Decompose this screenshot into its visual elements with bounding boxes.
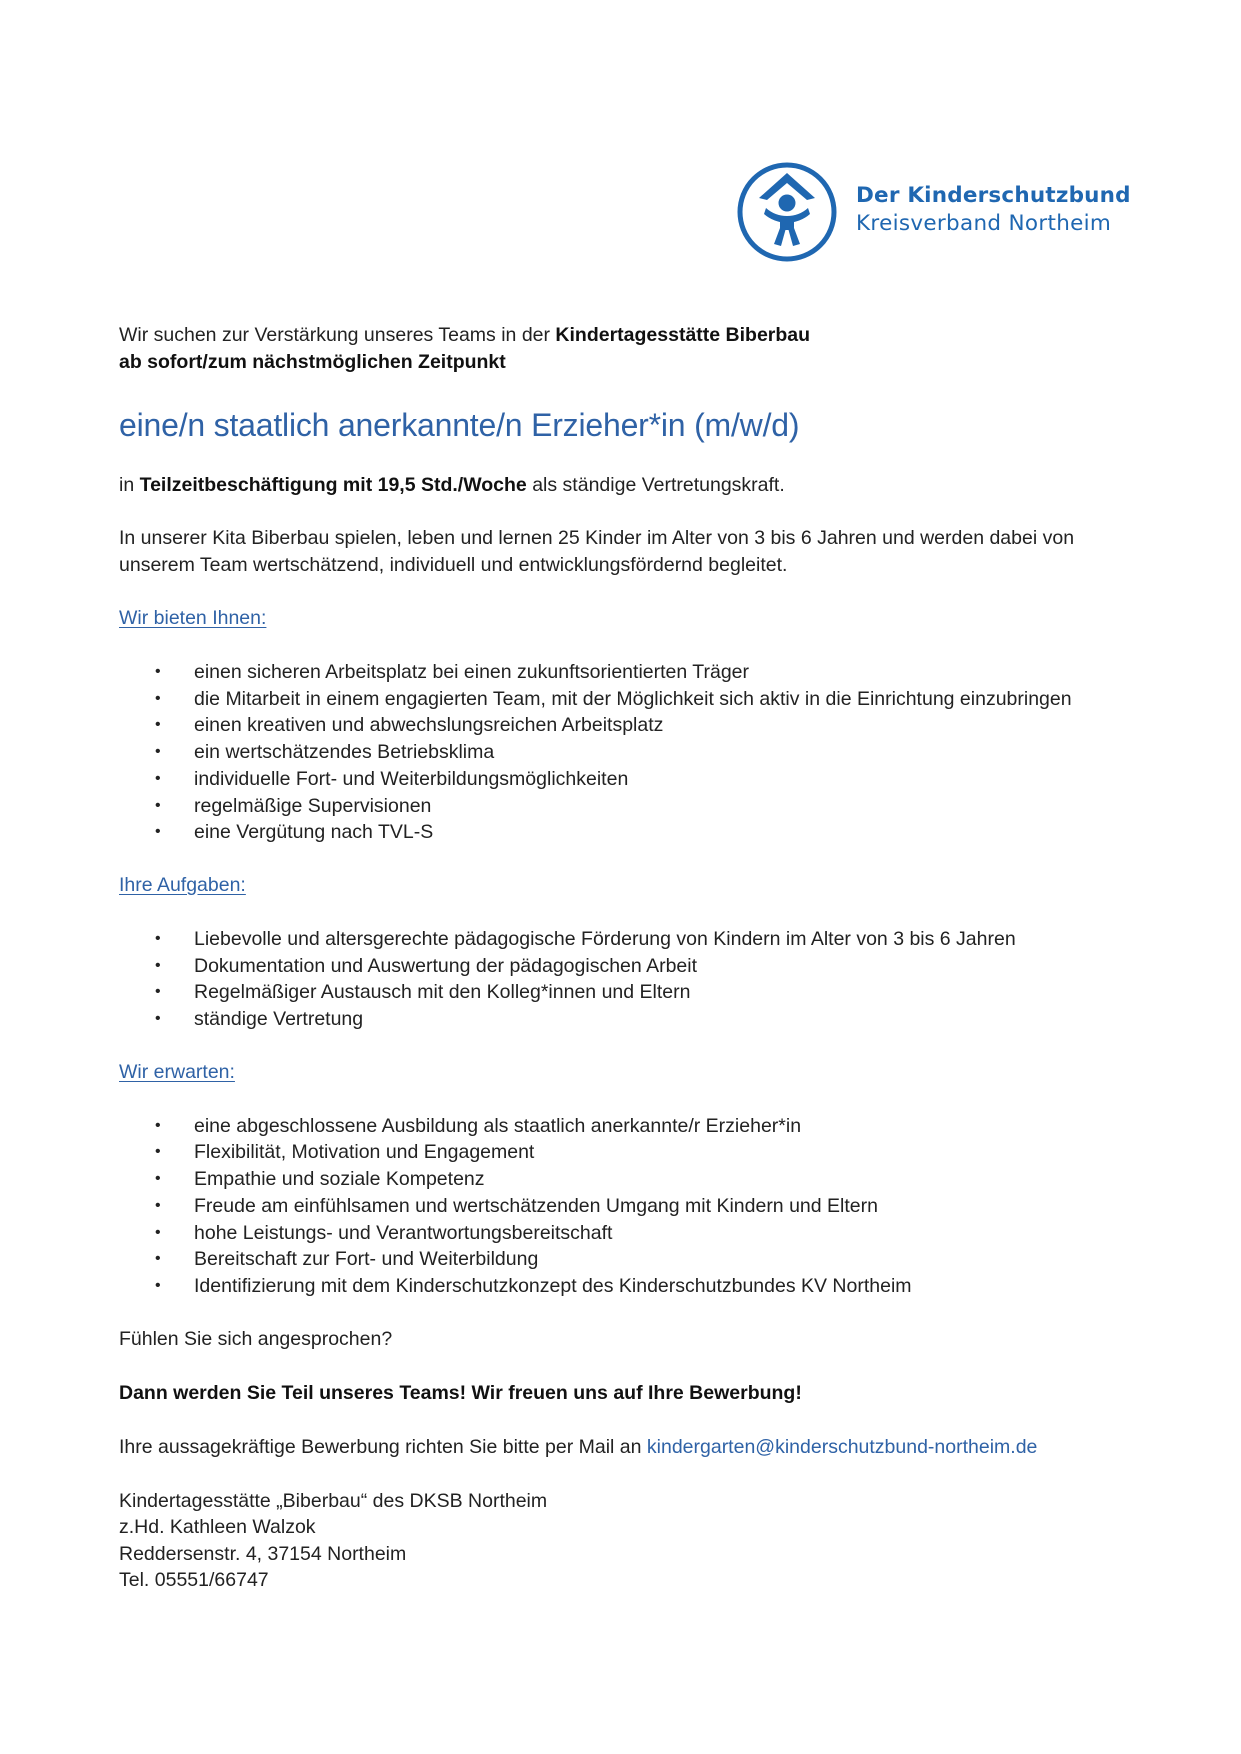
bullet: • [155, 663, 161, 680]
address-line: Reddersenstr. 4, 37154 Northeim [119, 1542, 407, 1565]
bullet: • [155, 823, 161, 841]
list-item: • Liebevolle und altersgerechte pädagogische Förderung von Kindern im Alter von 3 bis 6 Jahren [119, 926, 1119, 953]
bullet: • [155, 956, 161, 974]
bullet: • [155, 1116, 161, 1134]
bullet: • [155, 1276, 161, 1294]
bullet: • [155, 743, 161, 761]
closing-call-to-action [119, 1380, 1119, 1407]
address-line: z.Hd. Kathleen Walzok [119, 1516, 316, 1539]
list-item: • Empathie und soziale Kompetenz [119, 1166, 1119, 1193]
list-item: • einen kreativen und abwechslungsreichen Arbeitsplatz [119, 712, 1119, 739]
list-item: • die Mitarbeit in einem engagierten Team, mit der Möglichkeit sich aktiv in die Einrichtung einzubringen [119, 686, 1119, 713]
offer-list [119, 659, 1119, 846]
bullet: • [155, 1196, 161, 1214]
bullet: • [155, 1143, 161, 1161]
apply-text: Ihre aussagekräftige Bewerbung richten Sie bitte per Mail an [119, 1435, 647, 1458]
address-line: Kindertagesstätte „Biberbau“ des DKSB Northeim [119, 1489, 548, 1512]
list-item: • ein wertschätzendes Betriebsklima [119, 739, 1119, 766]
section-heading-offer: Wir bieten Ihnen: [119, 607, 267, 629]
requirements-list [119, 1113, 1119, 1300]
job-posting [119, 322, 1119, 1594]
bullet: • [155, 769, 161, 787]
list-item: • individuelle Fort- und Weiterbildungsmöglichkeiten [119, 766, 1119, 793]
bullet: • [155, 1170, 161, 1188]
logo-title: Der Kinderschutzbund [856, 183, 1131, 208]
list-item: • einen sicheren Arbeitsplatz bei einen zukunftsorientierten Träger [119, 659, 1119, 686]
list-item: • Identifizierung mit dem Kinderschutzkonzept des Kinderschutzbundes KV Northeim [119, 1273, 1119, 1300]
list-item: • eine Vergütung nach TVL-S [119, 819, 1119, 846]
list-item: • ständige Vertretung [119, 1006, 1119, 1033]
bullet: • [155, 983, 161, 1001]
list-item: • Regelmäßiger Austausch mit den Kolleg*innen und Eltern [119, 979, 1119, 1006]
application-instructions [119, 1434, 1119, 1461]
organization-logo [735, 160, 1131, 264]
intro [119, 322, 1119, 376]
bullet: • [155, 1010, 161, 1028]
employment-prefix: in [119, 474, 140, 496]
bullet: • [155, 796, 161, 814]
list-item: • eine abgeschlossene Ausbildung als staatlich anerkannte/r Erzieher*in [119, 1113, 1119, 1140]
job-title: eine/n staatlich anerkannte/n Erzieher*in (m/w/d) [119, 407, 800, 443]
phone-number: Tel. 05551/66747 [119, 1569, 269, 1592]
facility-name: Kindertagesstätte Biberbau [555, 324, 811, 346]
start-date: ab sofort/zum nächstmöglichen Zeitpunkt [119, 351, 506, 373]
bullet: • [155, 689, 161, 707]
bullet: • [155, 1223, 161, 1241]
closing-question: Fühlen Sie sich angesprochen? [119, 1327, 393, 1350]
section-heading-tasks: Ihre Aufgaben: [119, 873, 246, 896]
bullet: • [155, 716, 161, 734]
employment-suffix: als ständige Vertretungskraft. [526, 474, 785, 496]
bullet: • [155, 929, 161, 947]
tasks-list [119, 926, 1119, 1033]
email-link[interactable]: kindergarten@kinderschutzbund-northeim.de [646, 1435, 1038, 1458]
employment-hours: Teilzeitbeschäftigung mit 19,5 Std./Woche [139, 474, 527, 496]
employment-terms [119, 472, 1119, 499]
cta-text: Dann werden Sie Teil unseres Teams! Wir freuen uns auf Ihre Bewerbung! [119, 1381, 802, 1404]
list-item: • Bereitschaft zur Fort- und Weiterbildung [119, 1246, 1119, 1273]
list-item: • hohe Leistungs- und Verantwortungsbereitschaft [119, 1220, 1119, 1247]
intro-text: Wir suchen zur Verstärkung unseres Teams in der [119, 324, 556, 346]
bullet: • [155, 1250, 161, 1268]
contact-address [119, 1488, 1119, 1594]
facility-description: In unserer Kita Biberbau spielen, leben und lernen 25 Kinder im Alter von 3 bis 6 Jahren und werden dabei von unserem Team wertschätzend, individuell und entwicklungsfördernd begleitet. [119, 527, 1075, 576]
logo-subtitle: Kreisverband Northeim [856, 211, 1112, 236]
list-item: • Dokumentation und Auswertung der pädagogischen Arbeit [119, 953, 1119, 980]
logo-text [856, 182, 1131, 238]
section-heading-requirements: Wir erwarten: [119, 1060, 235, 1083]
list-item: • regelmäßige Supervisionen [119, 793, 1119, 820]
list-item: • Freude am einfühlsamen und wertschätzenden Umgang mit Kindern und Eltern [119, 1193, 1119, 1220]
list-item: • Flexibilität, Motivation und Engagement [119, 1139, 1119, 1166]
child-house-icon [735, 160, 839, 264]
